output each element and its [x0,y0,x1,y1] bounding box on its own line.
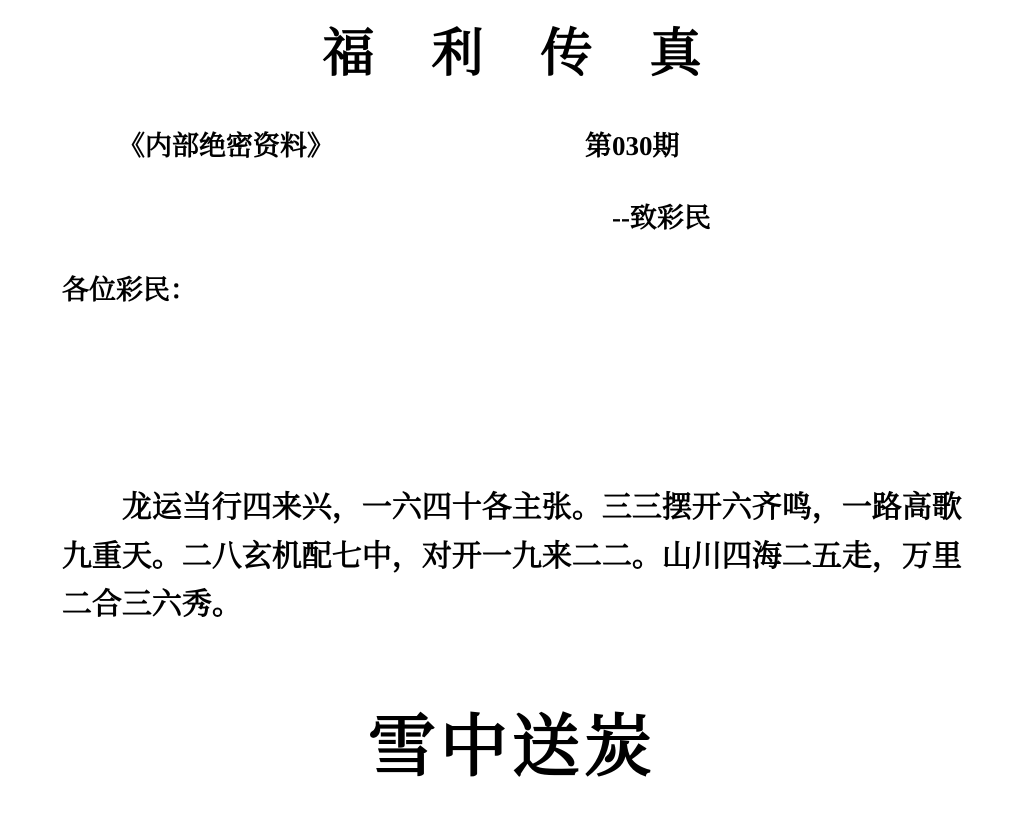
issue-number-label: 第030期 [585,131,680,161]
body-paragraph: 龙运当行四来兴，一六四十各主张。三三摆开六齐鸣，一路高歌九重天。二八玄机配七中，对开一九来二二。山川四海二五走，万里二合三六秀。 [62,491,962,622]
dedication-line: --致彩民 [612,203,711,233]
page-title: 福 利 传 真 [322,26,724,83]
secret-material-label: 《内部绝密资料》 [118,131,334,161]
slogan-text: 雪中送炭 [367,708,656,787]
subheader-row [0,124,1024,168]
salutation-line: 各位彩民： [62,275,197,305]
